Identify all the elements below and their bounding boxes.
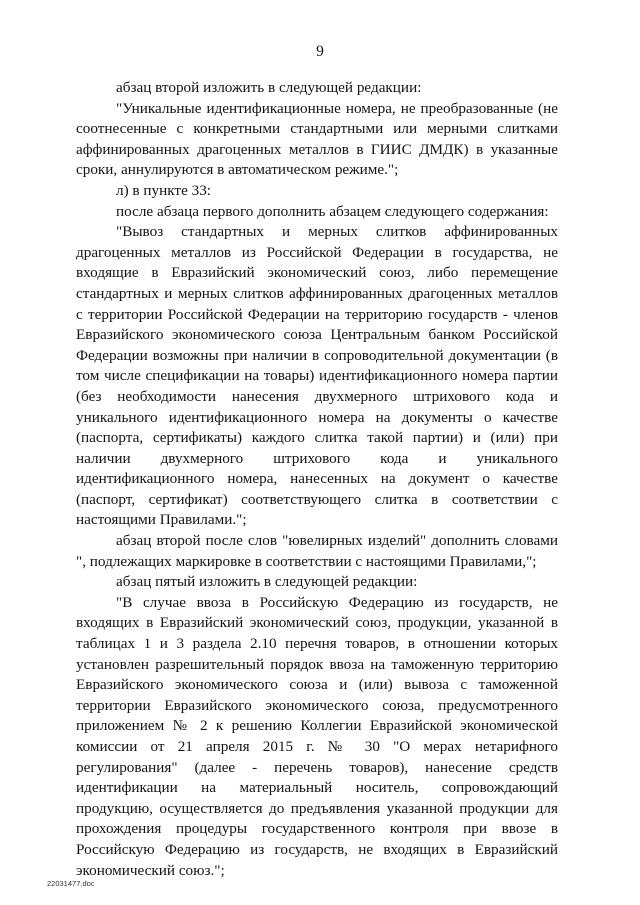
paragraph-7: абзац пятый изложить в следующей редакции: <box>116 573 418 591</box>
document-body <box>76 78 558 881</box>
page-number: 9 <box>316 43 324 60</box>
document-code: 22031477.doc <box>47 879 95 888</box>
paragraph-6: абзац второй после слов "ювелирных изделий" дополнить словами ", подлежащих маркировке в соответствии с настоящими Правилами,"; <box>76 532 558 570</box>
paragraph-8: "В случае ввоза в Российскую Федерацию из государств, не входящих в Евразийский экономический союз, продукции, указанной в таблицах 1 и 3 раздела 2.10 перечня товаров, в отношении которых установлен разрешительный порядок ввоза на таможенную территорию Евразийского экономического союза и (или) вывоза с таможенной территории Евразийского экономического союза, предусмотренного приложением № 2 к решению Коллегии Евразийской экономической комиссии от 21 апреля 2015 г. № 30 "О мерах нетарифного регулирования" (далее - перечень товаров), нанесение средств идентификации на материальный носитель, сопровождающий продукцию, осуществляется до предъявления указанной продукции для прохождения процедуры государственного контроля при ввозе в Российскую Федерацию из государств, не входящих в Евразийский экономический союз."; <box>76 593 558 879</box>
paragraph-5: "Вывоз стандартных и мерных слитков аффинированных драгоценных металлов из Российской Федерации в государства, не входящие в Евразийский экономический союз, либо перемещение стандартных и мерных слитков аффинированных драгоценных металлов с территории Российской Федерации на территорию государств - членов Евразийского экономического союза Центральным банком Российской Федерации возможны при наличии в сопроводительной документации (в том числе спецификации на товары) идентификационного номера партии (без необходимости нанесения двухмерного штрихового кода и уникального идентификационного номера на документы о качестве (паспорта, сертификаты) каждого слитка такой партии) и (или) при наличии двухмерного штрихового кода и уникального идентификационного номера, нанесенных на документ о качестве (паспорт, сертификат) соответствующего слитка в соответствии с настоящими Правилами."; <box>76 223 558 529</box>
paragraph-4: после абзаца первого дополнить абзацем следующего содержания: <box>116 202 549 220</box>
paragraph-3: л) в пункте 33: <box>116 181 212 199</box>
paragraph-1: абзац второй изложить в следующей редакции: <box>116 79 422 96</box>
paragraph-2: "Уникальные идентификационные номера, не преобразованные (не соотнесенные с конкретными стандартными или мерными слитками аффинированных драгоценных металлов в ГИИС ДМДК) в указанные сроки, аннулируются в автоматическом режиме."; <box>76 99 558 179</box>
